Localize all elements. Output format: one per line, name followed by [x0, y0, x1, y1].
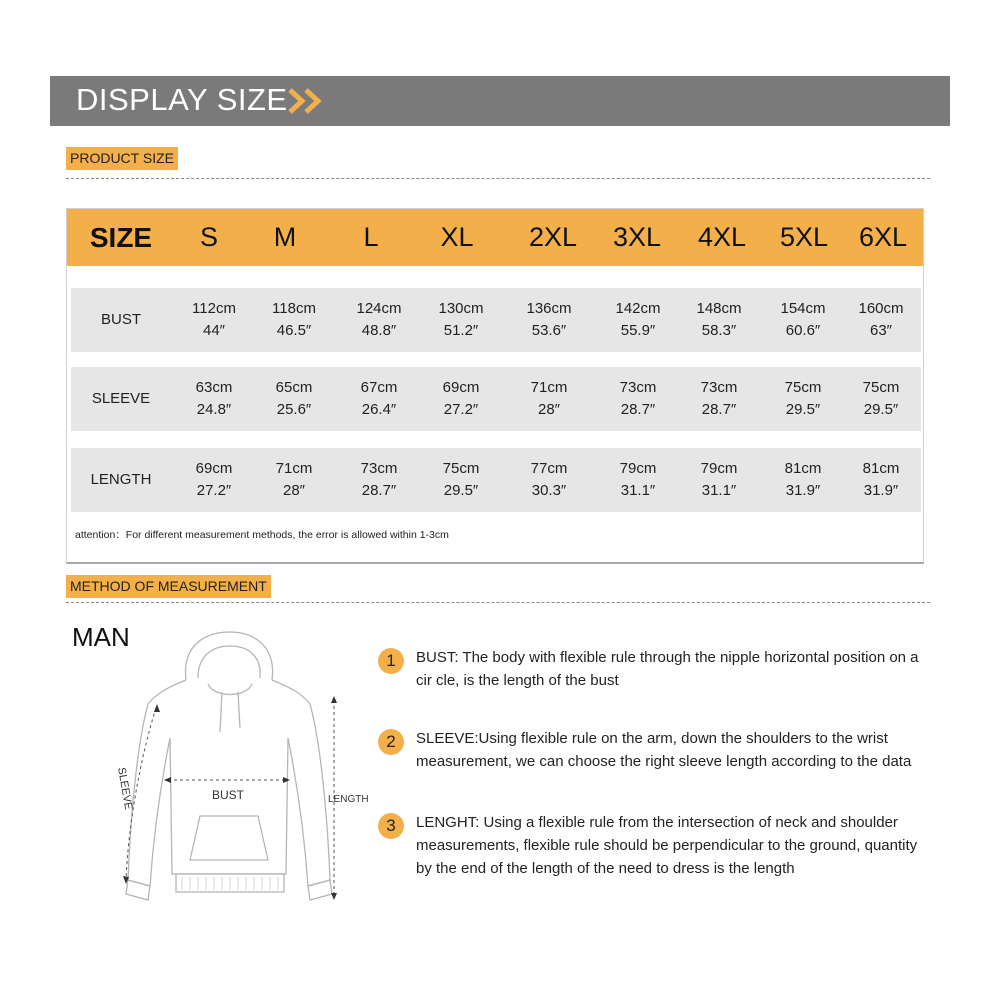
table-cell: 148cm 58.3″	[696, 300, 742, 339]
table-cell: 65cm 25.6″	[275, 379, 313, 418]
table-cell: 112cm 44″	[192, 300, 236, 339]
sleeve-diagram-label: SLEEVE	[115, 766, 135, 811]
table-row-sleeve	[71, 367, 921, 431]
divider	[66, 602, 930, 603]
size-header-cell: S	[199, 222, 218, 252]
size-header-cell: M	[273, 222, 297, 252]
table-cell: 69cm 27.2″	[442, 379, 480, 418]
size-table	[66, 208, 924, 564]
step-text: SLEEVE:Using flexible rule on the arm, down the shoulders to the wrist measurement, we can choose the right sleeve length according to the data	[416, 730, 912, 770]
row-label: BUST	[100, 311, 141, 328]
table-cell: 118cm 46.5″	[272, 300, 316, 339]
step-number-badge: 3	[378, 813, 404, 839]
table-cell: 73cm 28.7″	[700, 379, 738, 418]
hoodie-diagram	[90, 628, 380, 918]
row-label: LENGTH	[90, 471, 152, 488]
table-cell: 142cm 55.9″	[615, 300, 661, 339]
table-cell: 136cm 53.6″	[526, 300, 572, 339]
table-cell: 71cm 28″	[275, 460, 313, 499]
step-text: BUST: The body with flexible rule through the nipple horizontal position on a cir cle, is the length of the bust	[416, 649, 919, 689]
table-cell: 79cm 31.1″	[700, 460, 738, 499]
size-header-cell: XL	[440, 222, 474, 252]
table-cell: 71cm 28″	[530, 379, 568, 418]
table-cell: 75cm 29.5″	[784, 379, 822, 418]
product-size-tag: PRODUCT SIZE	[66, 147, 178, 170]
attention-note: attention：For different measurement methods, the error is allowed within 1-3cm	[75, 529, 449, 541]
divider	[66, 178, 930, 179]
table-cell: 73cm 28.7″	[619, 379, 657, 418]
table-cell: 73cm 28.7″	[360, 460, 398, 499]
size-header-cell: 2XL	[528, 222, 578, 252]
table-cell: 75cm 29.5″	[862, 379, 900, 418]
double-chevron-right-icon	[286, 82, 330, 120]
table-cell: 67cm 26.4″	[360, 379, 398, 418]
table-cell: 160cm 63″	[858, 300, 904, 339]
size-header-cell: 5XL	[779, 222, 829, 252]
size-header-label: SIZE	[89, 222, 153, 253]
row-label: SLEEVE	[91, 390, 151, 407]
gender-label: MAN	[72, 622, 130, 652]
table-cell: 154cm 60.6″	[780, 300, 826, 339]
size-header-cell: L	[363, 222, 379, 252]
method-tag: METHOD OF MEASUREMENT	[66, 575, 271, 598]
table-cell: 69cm 27.2″	[195, 460, 233, 499]
table-cell: 79cm 31.1″	[619, 460, 657, 499]
step-text: LENGHT: Using a flexible rule from the intersection of neck and shoulder measurements, flexible rule should be perpendicular to the ground, quantity by the end of the length of the need to dress is the length	[416, 814, 918, 877]
banner-title: DISPLAY SIZE	[76, 82, 288, 117]
table-row-bust	[71, 288, 921, 352]
table-cell: 81cm 31.9″	[784, 460, 822, 499]
table-cell: 130cm 51.2″	[438, 300, 484, 339]
table-header	[67, 209, 923, 266]
table-row-length	[71, 448, 921, 512]
table-cell: 77cm 30.3″	[530, 460, 568, 499]
bust-diagram-label: BUST	[212, 788, 245, 802]
table-cell: 124cm 48.8″	[356, 300, 402, 339]
size-header-cell: 4XL	[697, 222, 747, 252]
display-size-banner	[50, 76, 950, 126]
size-header-cell: 6XL	[858, 222, 908, 252]
table-cell: 75cm 29.5″	[442, 460, 480, 499]
size-header-cell: 3XL	[612, 222, 662, 252]
table-cell: 81cm 31.9″	[862, 460, 900, 499]
step-number-badge: 1	[378, 648, 404, 674]
table-cell: 63cm 24.8″	[195, 379, 233, 418]
length-diagram-label: LENGTH	[328, 794, 369, 805]
step-number-badge: 2	[378, 729, 404, 755]
